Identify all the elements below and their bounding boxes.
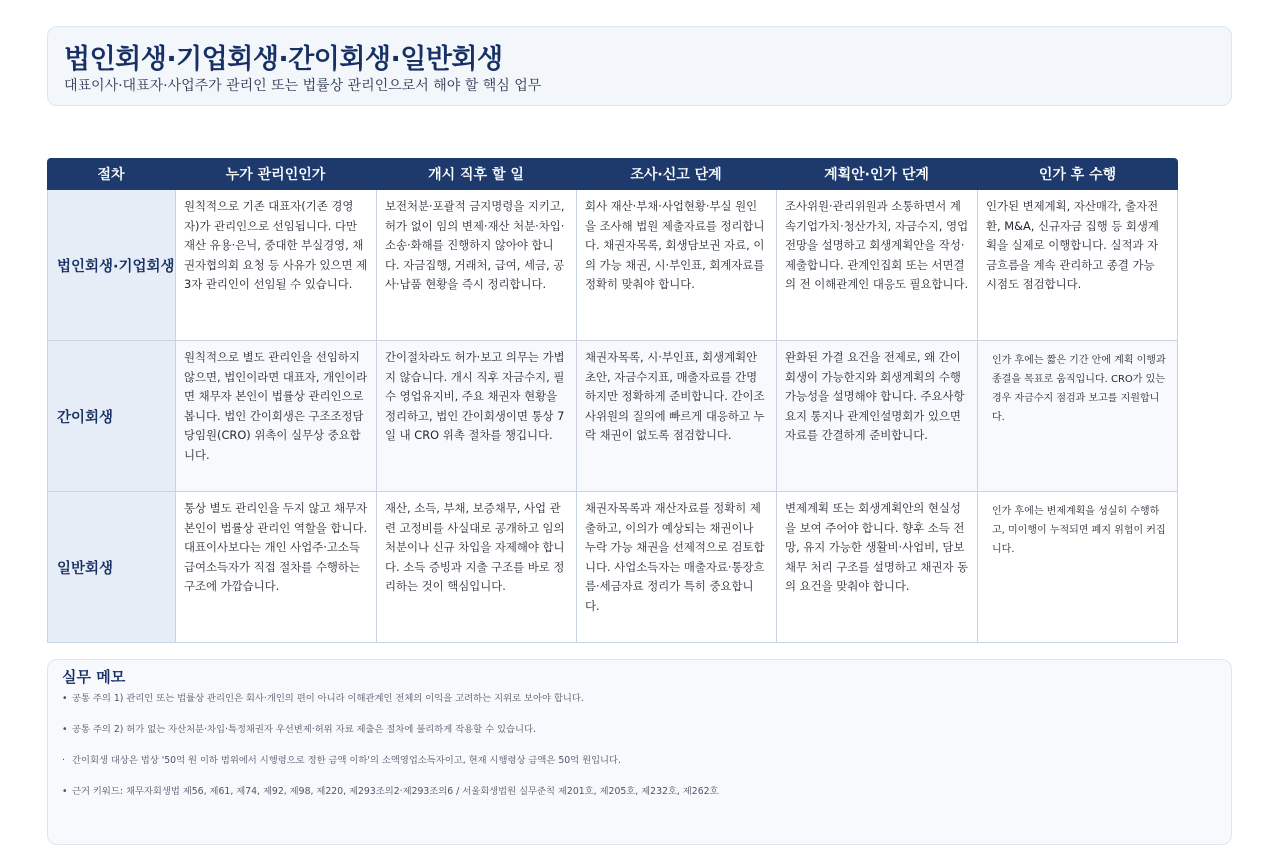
- table-header: [47, 158, 1178, 190]
- bullet-icon: •: [62, 724, 68, 735]
- memo-card: [47, 659, 1232, 845]
- page-title: 법인회생·기업회생·간이회생·일반회생: [64, 44, 503, 75]
- memo-item: [62, 721, 536, 735]
- row-header-general: 일반회생: [47, 492, 175, 642]
- table-cell: 완화된 가결 요건을 전제로, 왜 간이회생이 가능한지와 회생계획의 수행가능성을 설명해야 합니다. 주요사항 요지 통지나 관계인설명회가 있으면 자료를 간결하게 준비합니다.: [776, 341, 977, 491]
- memo-item: [62, 783, 719, 797]
- table-row-corporate: [47, 190, 1178, 341]
- bullet-icon: •: [62, 693, 68, 704]
- column-header-after-start: 개시 직후 할 일: [428, 167, 524, 183]
- table-cell: 재산, 소득, 부채, 보증채무, 사업 관련 고정비를 사실대로 공개하고 임의 처분이나 신규 차입을 자제해야 합니다. 소득 증빙과 지출 구조를 바로 정리하는 것이 핵심입니다.: [376, 492, 576, 642]
- table-cell: 채권자목록과 재산자료를 정확히 제출하고, 이의가 예상되는 채권이나 누락 가능 채권을 선제적으로 검토합니다. 사업소득자는 매출자료·통장흐름·세금자료 정리가 특히 중요합니다.: [576, 492, 776, 642]
- table-cell: 보전처분·포괄적 금지명령을 지키고, 허가 없이 임의 변제·재산 처분·차입·소송·화해를 진행하지 않아야 합니다. 자금집행, 거래처, 급여, 세금, 공사·납품 현황을 즉시 정리합니다.: [376, 190, 576, 340]
- table-cell: 인가 후에는 변제계획을 성실히 수행하고, 미이행이 누적되면 폐지 위험이 커집니다.: [977, 492, 1178, 642]
- row-header-simplified: 간이회생: [47, 341, 175, 491]
- column-header-investigation: 조사·신고 단계: [630, 167, 722, 183]
- table-cell: 인가 후에는 짧은 기간 안에 계획 이행과 종결을 목표로 움직입니다. CRO가 있는 경우 자금수지 점검과 보고를 지원합니다.: [977, 341, 1178, 491]
- table-cell: 조사위원·관리위원과 소통하면서 계속기업가치·청산가치, 자금수지, 영업전망을 설명하고 회생계획안을 작성·제출합니다. 관계인집회 또는 서면결의 전 이해관계인 대응도 필요합니다.: [776, 190, 977, 340]
- memo-item-text: 공통 주의 1) 관리인 또는 법률상 관리인은 회사·개인의 편이 아니라 이해관계인 전체의 이익을 고려하는 지위로 보아야 합니다.: [72, 693, 584, 704]
- table-row-general: [47, 492, 1178, 643]
- page-subtitle: 대표이사·대표자·사업주가 관리인 또는 법률상 관리인으로서 해야 할 핵심 업무: [64, 78, 542, 94]
- column-header-procedure: 절차: [97, 167, 125, 183]
- table-cell: 인가된 변제계획, 자산매각, 출자전환, M&A, 신규자금 집행 등 회생계획을 실제로 이행합니다. 실적과 자금흐름을 계속 관리하고 종결 가능 시점도 점검합니다.: [977, 190, 1178, 340]
- memo-title: 실무 메모: [62, 668, 126, 686]
- memo-item-text: 근거 키워드: 채무자회생법 제56, 제61, 제74, 제92, 제98, 제220, 제293조의2·제293조의6 / 서울회생법원 실무준칙 제201호, 제205호, 제232호, 제262호: [72, 786, 719, 797]
- table-cell: 회사 재산·부채·사업현황·부실 원인을 조사해 법원 제출자료를 정리합니다. 채권자목록, 회생담보권 자료, 이의 가능 채권, 시·부인표, 회계자료를 정확히 맞춰야 합니다.: [576, 190, 776, 340]
- table-cell: 통상 별도 관리인을 두지 않고 채무자 본인이 법률상 관리인 역할을 합니다. 대표이사보다는 개인 사업주·고소득 급여소득자가 직접 절차를 수행하는 구조에 가깝습니다.: [175, 492, 376, 642]
- table-row-simplified: [47, 341, 1178, 492]
- column-header-plan: 계획안·인가 단계: [824, 167, 929, 183]
- table-cell: 원칙적으로 기존 대표자(기존 경영자)가 관리인으로 선임됩니다. 다만 재산 유용·은닉, 중대한 부실경영, 채권자협의회 요청 등 사유가 있으면 제3자 관리인이 선임될 수 있습니다.: [175, 190, 376, 340]
- memo-item-text: 공통 주의 2) 허가 없는 자산처분·차입·특정채권자 우선변제·허위 자료 제출은 절차에 불리하게 작용할 수 있습니다.: [72, 724, 536, 735]
- table-cell: 채권자목록, 시·부인표, 회생계획안 초안, 자금수지표, 매출자료를 간명하지만 정확하게 준비합니다. 간이조사위원의 질의에 빠르게 대응하고 누락 채권이 없도록 점검합니다.: [576, 341, 776, 491]
- column-header-who: 누가 관리인인가: [225, 167, 326, 183]
- table-cell: 간이절차라도 허가·보고 의무는 가볍지 않습니다. 개시 직후 자금수지, 필수 영업유지비, 주요 채권자 현황을 정리하고, 법인 간이회생이면 통상 7일 내 CRO 위촉 절차를 챙깁니다.: [376, 341, 576, 491]
- bullet-icon: ·: [62, 755, 65, 766]
- table-cell: 원칙적으로 별도 관리인을 선임하지 않으면, 법인이라면 대표자, 개인이라면 채무자 본인이 법률상 관리인으로 봅니다. 법인 간이회생은 구조조정담당임원(CRO) 위촉이 실무상 중요합니다.: [175, 341, 376, 491]
- column-header-after-approval: 인가 후 수행: [1038, 167, 1117, 183]
- procedure-table: [47, 158, 1178, 643]
- header-card: [47, 26, 1232, 106]
- row-header-corporate: 법인회생·기업회생: [47, 190, 175, 340]
- memo-item: [62, 752, 621, 766]
- bullet-icon: •: [62, 786, 68, 797]
- table-cell: 변제계획 또는 회생계획안의 현실성을 보여 주어야 합니다. 향후 소득 전망, 유지 가능한 생활비·사업비, 담보채무 처리 구조를 설명하고 채권자 동의 요건을 맞춰야 합니다.: [776, 492, 977, 642]
- memo-item: [62, 690, 584, 704]
- memo-item-text: 간이회생 대상은 법상 '50억 원 이하 범위에서 시행령으로 정한 금액 이하'의 소액영업소득자이고, 현재 시행령상 금액은 50억 원입니다.: [72, 755, 621, 766]
